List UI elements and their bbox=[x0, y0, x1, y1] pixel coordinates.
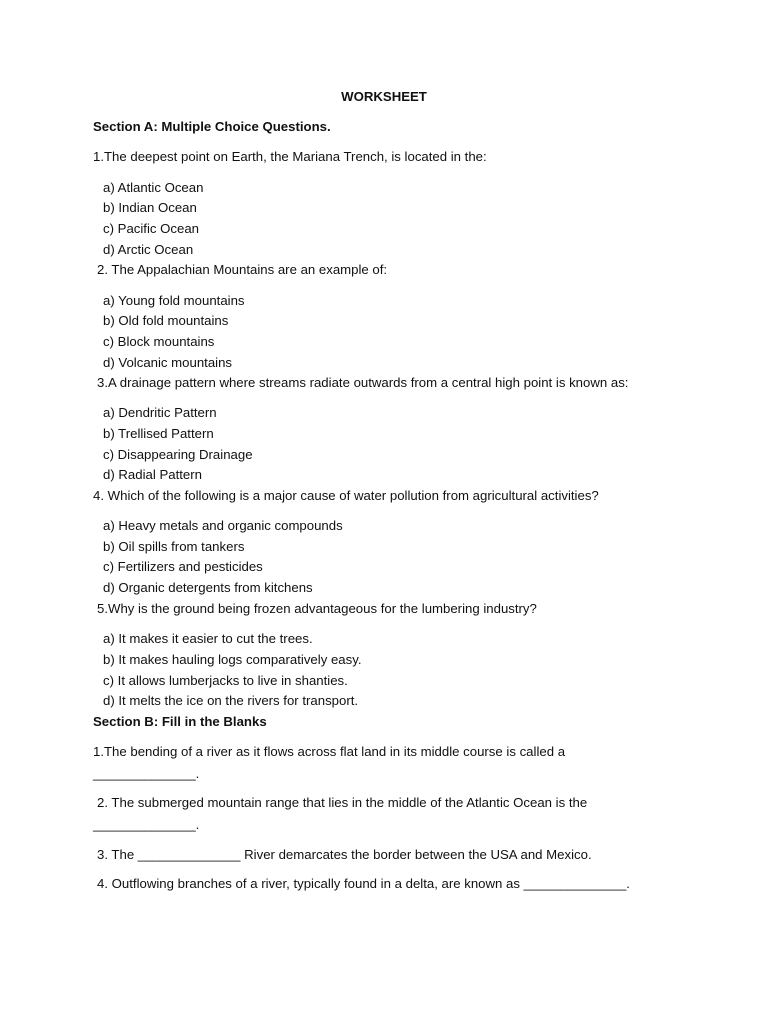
fill-blank-1-line1: 1.The bending of a river as it flows across flat land in its middle course is called a bbox=[93, 744, 566, 759]
mcq-3-option-d: d) Radial Pattern bbox=[103, 467, 202, 482]
mcq-2-option-d: d) Volcanic mountains bbox=[103, 355, 233, 370]
mcq-1-option-c: c) Pacific Ocean bbox=[103, 221, 200, 236]
mcq-1-option-d: d) Arctic Ocean bbox=[103, 242, 194, 257]
mcq-1-option-a: a) Atlantic Ocean bbox=[103, 180, 204, 195]
mcq-5-option-b: b) It makes hauling logs comparatively easy. bbox=[103, 652, 362, 667]
mcq-4-option-c: c) Fertilizers and pesticides bbox=[103, 559, 263, 574]
fill-blank-1-line2: ______________. bbox=[93, 766, 200, 781]
section-a-heading: Section A: Multiple Choice Questions. bbox=[93, 119, 331, 134]
mcq-3-option-b: b) Trellised Pattern bbox=[103, 426, 214, 441]
mcq-question-3: 3.A drainage pattern where streams radiate outwards from a central high point is known as: bbox=[97, 375, 629, 390]
mcq-4-option-b: b) Oil spills from tankers bbox=[103, 539, 245, 554]
mcq-2-option-c: c) Block mountains bbox=[103, 334, 215, 349]
mcq-question-2: 2. The Appalachian Mountains are an example of: bbox=[97, 262, 388, 277]
mcq-5-option-d: d) It melts the ice on the rivers for transport. bbox=[103, 693, 359, 708]
mcq-question-4: 4. Which of the following is a major cause of water pollution from agricultural activities? bbox=[93, 488, 599, 503]
section-b-heading: Section B: Fill in the Blanks bbox=[93, 714, 267, 729]
mcq-question-5: 5.Why is the ground being frozen advantageous for the lumbering industry? bbox=[97, 601, 537, 616]
mcq-3-option-c: c) Disappearing Drainage bbox=[103, 447, 253, 462]
fill-blank-2-line1: 2. The submerged mountain range that lies in the middle of the Atlantic Ocean is the bbox=[97, 795, 588, 810]
fill-blank-3: 3. The ______________ River demarcates the border between the USA and Mexico. bbox=[97, 847, 592, 862]
mcq-1-option-b: b) Indian Ocean bbox=[103, 200, 197, 215]
mcq-5-option-c: c) It allows lumberjacks to live in shanties. bbox=[103, 673, 348, 688]
mcq-4-option-a: a) Heavy metals and organic compounds bbox=[103, 518, 343, 533]
mcq-2-option-b: b) Old fold mountains bbox=[103, 313, 229, 328]
worksheet-title: WORKSHEET bbox=[341, 89, 427, 104]
mcq-question-1: 1.The deepest point on Earth, the Mariana Trench, is located in the: bbox=[93, 149, 487, 164]
mcq-3-option-a: a) Dendritic Pattern bbox=[103, 405, 217, 420]
mcq-5-option-a: a) It makes it easier to cut the trees. bbox=[103, 631, 313, 646]
mcq-4-option-d: d) Organic detergents from kitchens bbox=[103, 580, 313, 595]
fill-blank-4: 4. Outflowing branches of a river, typically found in a delta, are known as ______________. bbox=[97, 876, 630, 891]
mcq-2-option-a: a) Young fold mountains bbox=[103, 293, 245, 308]
fill-blank-2-line2: ______________. bbox=[93, 817, 200, 832]
